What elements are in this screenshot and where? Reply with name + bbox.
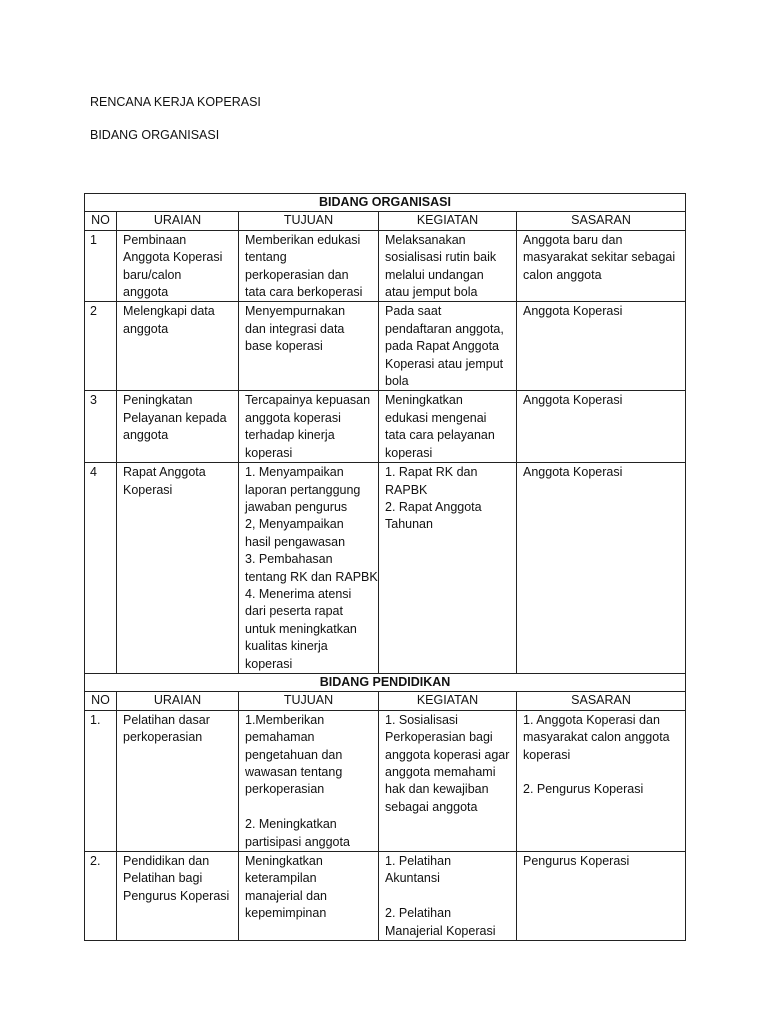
cell-line: Anggota Koperasi	[523, 393, 623, 408]
cell-line: masyarakat sekitar sebagai	[523, 250, 676, 265]
cell-line: pada Rapat Anggota	[385, 339, 499, 354]
column-header-tujuan: TUJUAN	[239, 212, 379, 230]
table-row	[85, 463, 686, 674]
cell-line: Melaksanakan	[385, 232, 466, 247]
no-cell: 3	[85, 391, 117, 463]
cell-line: laporan pertanggung	[245, 482, 361, 497]
cell-line: dari peserta rapat	[245, 604, 343, 619]
cell-line	[523, 764, 679, 781]
column-header-sasaran: SASARAN	[517, 692, 686, 710]
kegiatan-cell	[379, 852, 517, 941]
tujuan-cell	[239, 852, 379, 941]
sasaran-cell	[517, 302, 686, 391]
cell-line: tata cara berkoperasi	[245, 285, 363, 300]
cell-line: perkoperasian	[123, 730, 203, 745]
cell-line: Peningkatan	[123, 393, 193, 408]
cell-line: Pengurus Koperasi	[123, 888, 230, 903]
cell-line: anggota	[123, 321, 169, 336]
cell-line: wawasan tentang	[245, 765, 343, 779]
cell-line	[245, 799, 372, 816]
column-header-sasaran: SASARAN	[517, 212, 686, 230]
cell-line: Anggota Koperasi	[523, 465, 623, 480]
kegiatan-cell	[379, 302, 517, 391]
cell-line: Pendidikan dan	[123, 854, 210, 869]
cell-line: untuk meningkatkan	[245, 621, 357, 636]
cell-line: 2. Pengurus Koperasi	[523, 782, 644, 797]
cell-line: 2. Meningkatkan	[245, 817, 337, 832]
table-row	[85, 302, 686, 391]
kegiatan-cell	[379, 230, 517, 302]
cell-line: Melengkapi data	[123, 304, 215, 319]
cell-line: tata cara pelayanan	[385, 428, 495, 443]
cell-line: Pelayanan kepada	[123, 410, 227, 425]
table-row	[85, 710, 686, 851]
cell-line: kepemimpinan	[245, 906, 327, 921]
cell-line: 1. Rapat RK dan	[385, 465, 478, 480]
column-header-no: NO	[85, 692, 117, 710]
uraian-cell	[117, 302, 239, 391]
cell-line: 1. Sosialisasi	[385, 712, 458, 727]
cell-line: dan integrasi data	[245, 321, 345, 336]
document-title: RENCANA KERJA KOPERASI	[90, 95, 261, 109]
cell-line: 1. Menyampaikan	[245, 465, 344, 480]
table-row	[85, 230, 686, 302]
cell-line: Anggota Koperasi	[123, 250, 223, 265]
column-header-row	[85, 212, 686, 230]
uraian-cell	[117, 463, 239, 674]
kegiatan-cell	[379, 710, 517, 851]
cell-line: Pelatihan bagi	[123, 871, 203, 886]
cell-line: jawaban pengurus	[245, 499, 348, 514]
section-title: BIDANG PENDIDIKAN	[85, 673, 686, 691]
sasaran-cell	[517, 463, 686, 674]
cell-line: 2. Rapat Anggota	[385, 499, 482, 514]
tujuan-cell	[239, 230, 379, 302]
cell-line: Tercapainya kepuasan	[245, 393, 371, 408]
section-title: BIDANG ORGANISASI	[85, 194, 686, 212]
tujuan-cell	[239, 391, 379, 463]
cell-line: hak dan kewajiban	[385, 782, 489, 797]
cell-line: 3. Pembahasan	[245, 552, 333, 567]
cell-line: anggota	[123, 428, 169, 443]
cell-line: anggota koperasi agar	[385, 747, 510, 762]
cell-line: perkoperasian	[245, 782, 325, 797]
cell-line: bola	[385, 374, 409, 389]
cell-line: Koperasi atau jemput	[385, 356, 504, 371]
uraian-cell	[117, 852, 239, 941]
section-header-row	[85, 673, 686, 691]
cell-line: koperasi	[385, 445, 433, 460]
column-header-no: NO	[85, 212, 117, 230]
cell-line: Menyempurnakan	[245, 304, 346, 319]
cell-line: Pembinaan	[123, 232, 187, 247]
kegiatan-cell	[379, 463, 517, 674]
cell-line: tentang RK dan RAPBK	[245, 569, 378, 584]
work-plan-table	[84, 193, 686, 941]
sasaran-cell	[517, 852, 686, 941]
cell-line	[385, 888, 510, 905]
tujuan-cell	[239, 302, 379, 391]
cell-line: koperasi	[245, 445, 293, 460]
cell-line: Anggota baru dan	[523, 232, 623, 247]
cell-line: terhadap kinerja	[245, 428, 335, 443]
cell-line: baru/calon	[123, 267, 182, 282]
cell-line: manajerial dan	[245, 888, 327, 903]
tujuan-cell	[239, 463, 379, 674]
uraian-cell	[117, 391, 239, 463]
cell-line: 4. Menerima atensi	[245, 586, 352, 601]
no-cell: 1.	[85, 710, 117, 851]
cell-line: anggota	[123, 285, 169, 300]
cell-line: Akuntansi	[385, 871, 440, 886]
column-header-tujuan: TUJUAN	[239, 692, 379, 710]
cell-line: 1. Pelatihan	[385, 854, 452, 869]
cell-line: perkoperasian dan	[245, 267, 349, 282]
cell-line: 2, Menyampaikan	[245, 517, 344, 532]
cell-line: calon anggota	[523, 267, 602, 282]
tujuan-cell	[239, 710, 379, 851]
cell-line: Manajerial Koperasi	[385, 923, 496, 938]
uraian-cell	[117, 230, 239, 302]
column-header-kegiatan: KEGIATAN	[379, 692, 517, 710]
cell-line: sebagai anggota	[385, 799, 478, 814]
cell-line: Pada saat	[385, 304, 442, 319]
cell-line: melalui undangan	[385, 267, 484, 282]
table-row	[85, 852, 686, 941]
cell-line: keterampilan	[245, 871, 317, 886]
cell-line: Anggota Koperasi	[523, 304, 623, 319]
cell-line: Meningkatkan	[245, 854, 323, 869]
cell-line: kualitas kinerja	[245, 639, 328, 654]
section-header-row	[85, 194, 686, 212]
column-header-uraian: URAIAN	[117, 692, 239, 710]
document-subtitle: BIDANG ORGANISASI	[90, 128, 220, 142]
cell-line: base koperasi	[245, 339, 323, 354]
cell-line: 1. Anggota Koperasi dan	[523, 712, 660, 727]
kegiatan-cell	[379, 391, 517, 463]
uraian-cell	[117, 710, 239, 851]
sasaran-cell	[517, 710, 686, 851]
cell-line: hasil pengawasan	[245, 534, 346, 549]
column-header-kegiatan: KEGIATAN	[379, 212, 517, 230]
cell-line: pengetahuan dan	[245, 747, 343, 762]
cell-line: Rapat Anggota	[123, 465, 206, 480]
table-row	[85, 391, 686, 463]
cell-line: 1.Memberikan	[245, 712, 325, 727]
column-header-row	[85, 692, 686, 710]
cell-line: edukasi mengenai	[385, 410, 487, 425]
cell-line: Memberikan edukasi	[245, 232, 361, 247]
cell-line: anggota koperasi	[245, 410, 341, 425]
sasaran-cell	[517, 230, 686, 302]
cell-line: masyarakat calon anggota	[523, 730, 670, 745]
cell-line: anggota memahami	[385, 765, 496, 779]
sasaran-cell	[517, 391, 686, 463]
cell-line: pendaftaran anggota,	[385, 321, 504, 336]
no-cell: 2.	[85, 852, 117, 941]
no-cell: 1	[85, 230, 117, 302]
cell-line: tentang	[245, 250, 287, 265]
cell-line: RAPBK	[385, 482, 428, 497]
cell-line: sosialisasi rutin baik	[385, 250, 497, 265]
cell-line: Pelatihan dasar	[123, 712, 210, 727]
cell-line: pemahaman	[245, 730, 315, 745]
cell-line: Tahunan	[385, 517, 433, 532]
cell-line: partisipasi anggota	[245, 834, 350, 849]
cell-line: Perkoperasian bagi	[385, 730, 493, 745]
cell-line: koperasi	[523, 747, 571, 762]
cell-line: Koperasi	[123, 482, 173, 497]
cell-line: koperasi	[245, 656, 293, 671]
no-cell: 4	[85, 463, 117, 674]
no-cell: 2	[85, 302, 117, 391]
cell-line: Pengurus Koperasi	[523, 854, 630, 869]
cell-line: Meningkatkan	[385, 393, 463, 408]
column-header-uraian: URAIAN	[117, 212, 239, 230]
cell-line: 2. Pelatihan	[385, 906, 452, 921]
cell-line: atau jemput bola	[385, 285, 478, 300]
